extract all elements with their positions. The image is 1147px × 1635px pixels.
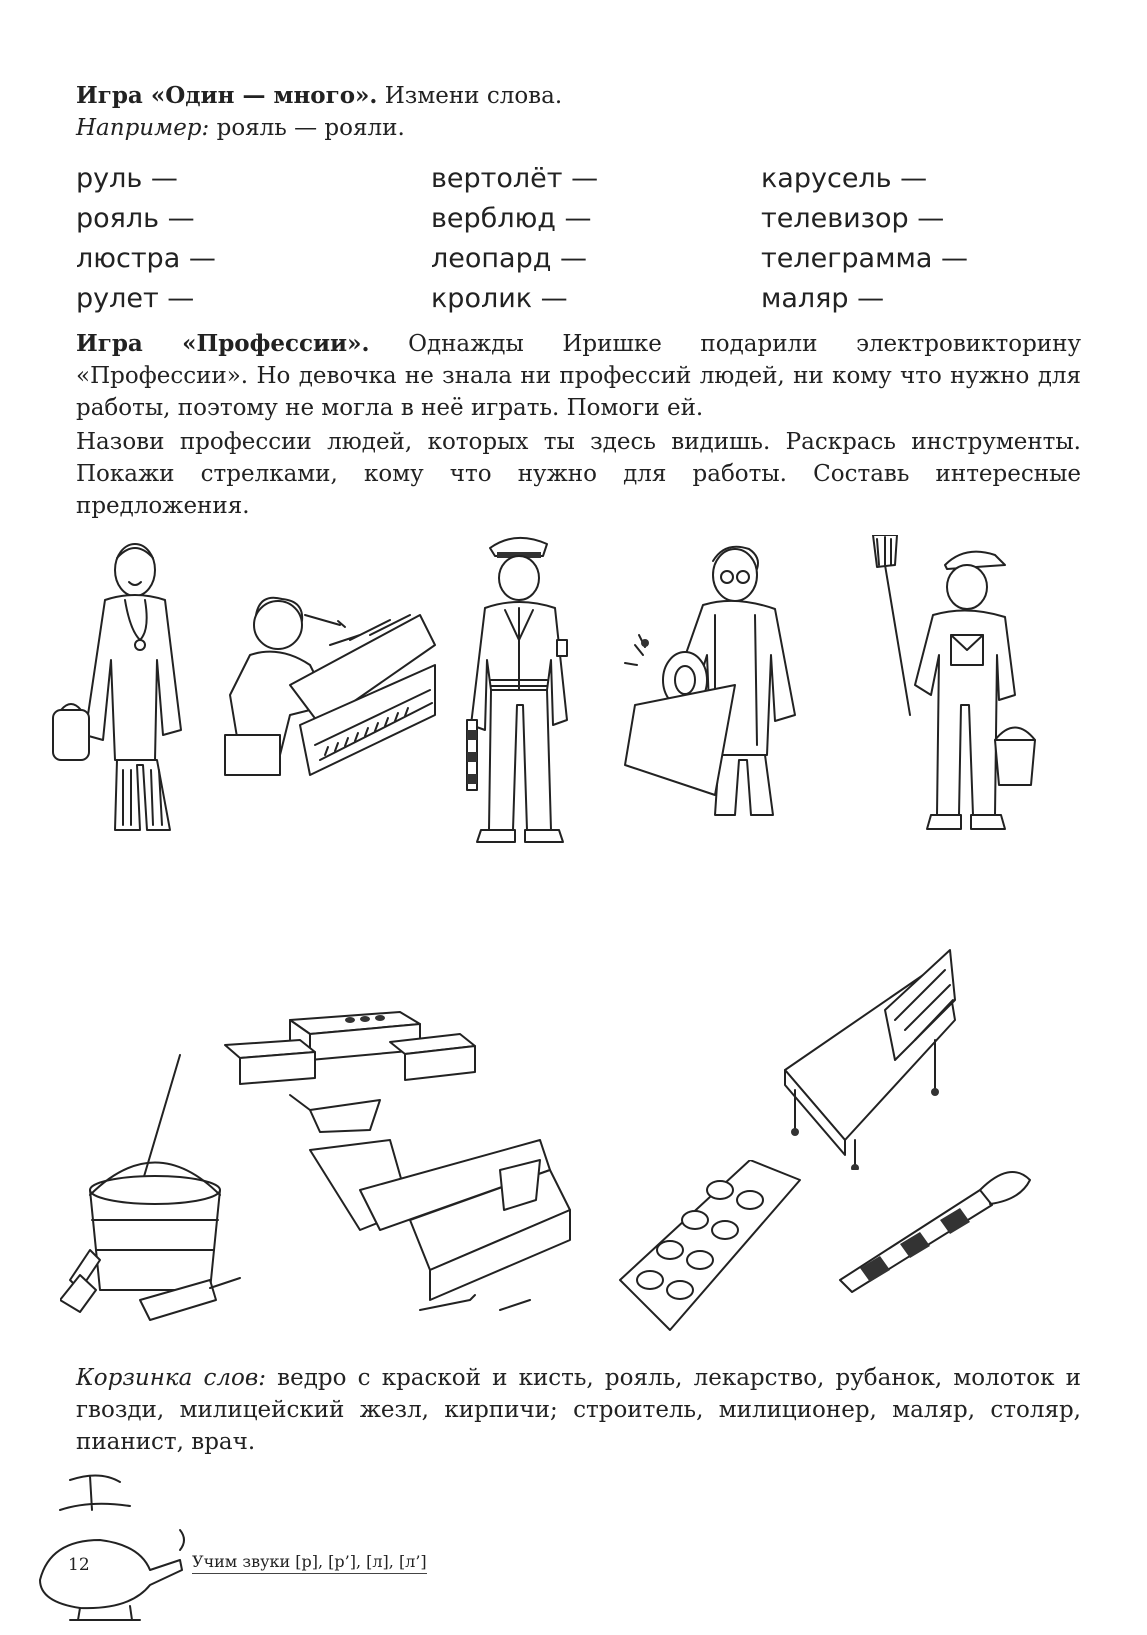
word-item: телеграмма — — [761, 243, 968, 274]
page-number: 12 — [68, 1555, 90, 1575]
exercise1-example — [76, 112, 1081, 144]
exercise2-task-text: Назови профессии людей, которых ты здесь видишь. Раскрась инструменты. Покажи стрелками, кому что нужно для работы. Составь интересные предложения. — [76, 429, 1081, 519]
word-basket-text: ведро с краской и кисть, рояль, лекарство, рубанок, молоток и гвозди, милицейский жезл, кирпичи; строитель, милиционер, маляр, столяр, пианист, врач. — [76, 1365, 1081, 1455]
word-item: телевизор — — [761, 203, 945, 234]
pill-blister-illustration — [610, 1160, 810, 1340]
exercise2-paragraph — [76, 328, 1081, 424]
exercise2-text: Однажды Иришке подарили электровикторину «Профессии». Но девочка не знала ни профессий людей, ни кому что нужно для работы, поэтому не могла в неё играть. Помоги ей. — [76, 331, 1081, 421]
word-item: кролик — — [431, 283, 568, 314]
word-item: вертолёт — — [431, 163, 599, 194]
painter-illustration — [855, 535, 1055, 855]
word-item: руль — — [76, 163, 178, 194]
example-label: Например: — [76, 115, 210, 141]
doctor-illustration — [45, 530, 205, 850]
word-item: верблюд — — [431, 203, 592, 234]
pianist-illustration — [220, 585, 440, 805]
word-item: маляр — — [761, 283, 885, 314]
book-title: Учим звуки [р], [р’], [л], [л’] — [192, 1552, 427, 1574]
police-officer-illustration — [455, 530, 585, 850]
word-item: рулет — — [76, 283, 195, 314]
helicopter-icon — [30, 1470, 190, 1630]
exercise2-task — [76, 426, 1081, 522]
exercise1-title: Игра «Один — много». — [76, 82, 378, 109]
exercise1-heading — [76, 80, 1081, 112]
bricks-and-trowel-illustration — [220, 1000, 480, 1140]
example-text: рояль — рояли. — [209, 115, 405, 141]
word-basket-paragraph — [76, 1362, 1081, 1458]
exercise2-title: Игра «Профессии». — [76, 330, 370, 357]
word-basket-label: Корзинка слов: — [76, 1365, 267, 1391]
word-item: леопард — — [431, 243, 587, 274]
exercise1-instruction: Измени слова. — [377, 83, 563, 109]
word-item: карусель — — [761, 163, 928, 194]
word-item: рояль — — [76, 203, 195, 234]
grand-piano-illustration — [765, 940, 965, 1170]
police-baton-illustration — [830, 1160, 1050, 1300]
plane-and-hammer-illustration — [300, 1130, 580, 1330]
word-item: люстра — — [76, 243, 216, 274]
carpenter-illustration — [615, 535, 815, 835]
word-grid — [76, 160, 1076, 318]
